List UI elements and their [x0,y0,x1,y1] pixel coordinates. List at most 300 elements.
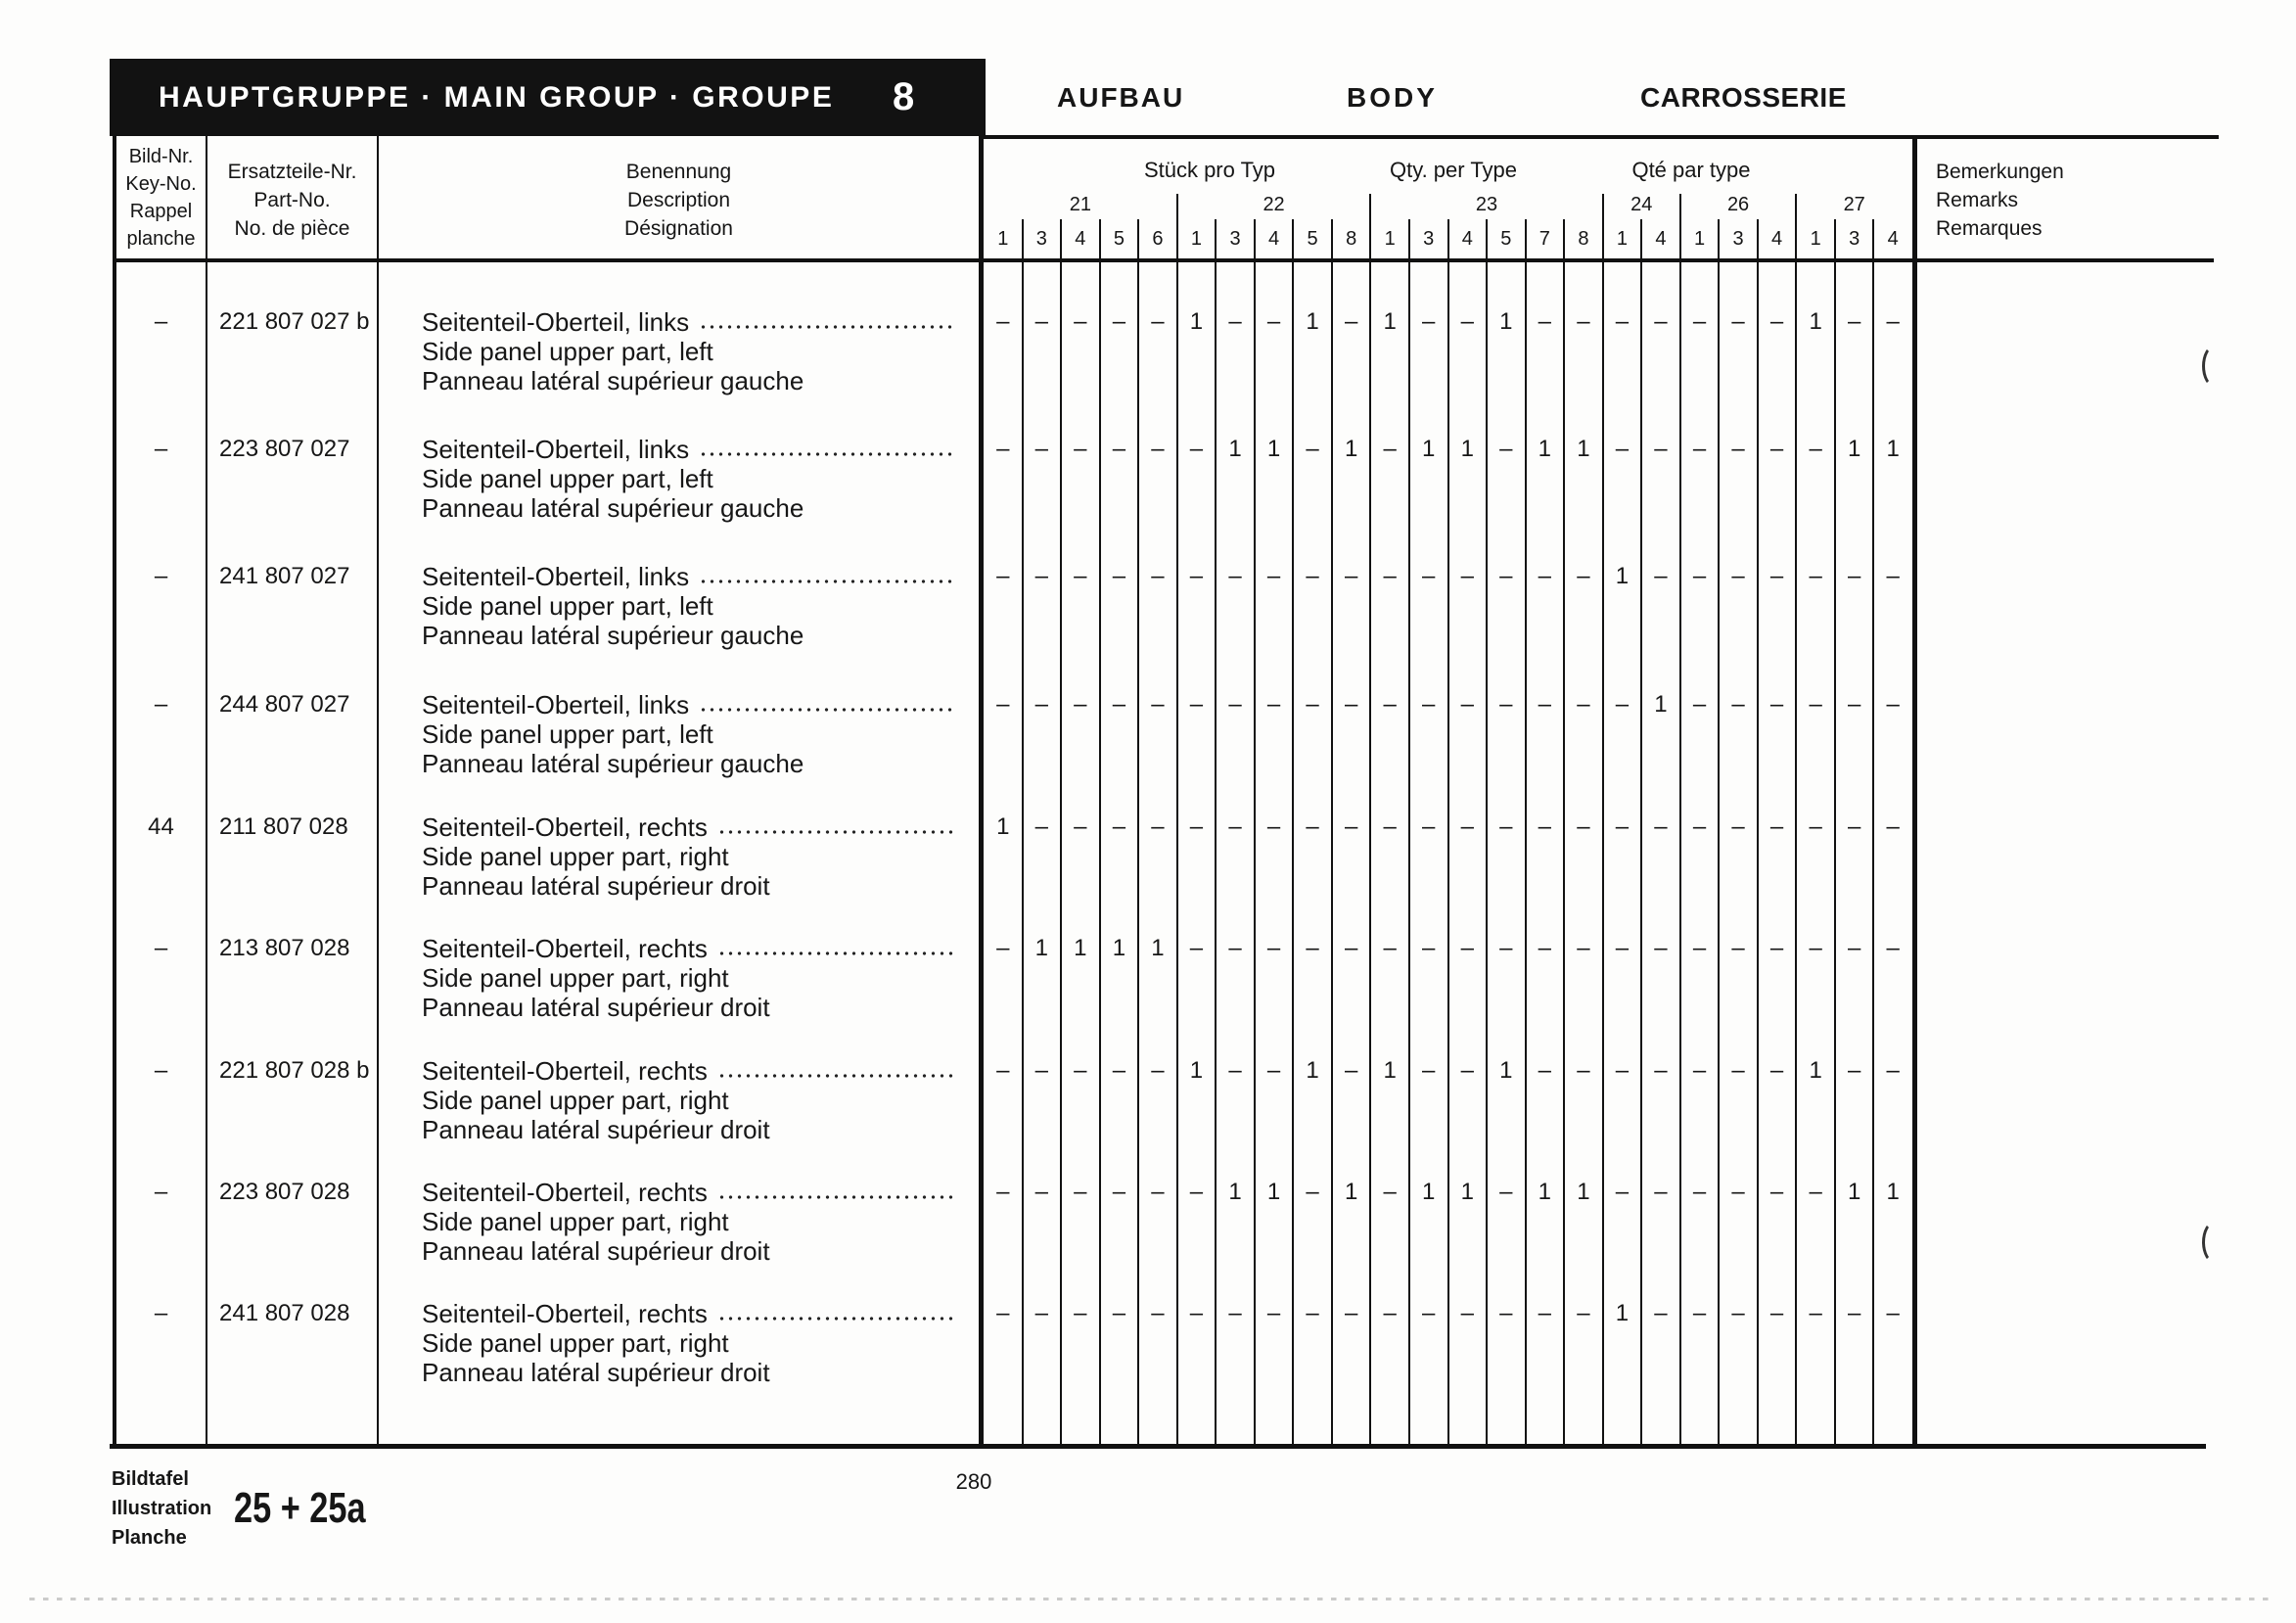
qty-cell: – [1383,563,1397,589]
qty-cell: – [1654,935,1668,961]
part-description [422,1299,955,1387]
qty-cell: – [1151,1300,1165,1326]
qty-cell: – [1460,563,1474,589]
qty-cell: 1 [1344,436,1358,462]
punch-hole-mark [2202,345,2227,388]
qty-cell: – [1731,813,1745,840]
key-column-divider [206,136,207,1446]
qty-cell: 1 [1151,935,1165,961]
qty-cell: – [1731,691,1745,718]
plate-label-fr: Planche [112,1527,187,1549]
type-variant-label: 1 [997,228,1009,250]
part-column-divider [377,136,379,1446]
qty-cell: – [1344,1057,1358,1084]
qty-cell: – [1344,563,1358,589]
qty-cell: – [1189,813,1204,840]
qty-cell: – [1847,813,1861,840]
dot-leader [699,452,955,456]
dot-leader [699,580,955,583]
part-description [422,690,955,778]
qty-cell: – [1577,935,1590,961]
description-en: Side panel upper part, right [422,1207,729,1236]
description-header-line: Description [626,189,731,211]
qty-cell: – [1692,563,1707,589]
qty-cell: – [1074,813,1087,840]
part-number-header [207,158,377,243]
qty-cell: – [1499,935,1513,961]
dot-leader [717,1317,955,1321]
qty-cell: – [1769,1057,1784,1084]
qty-cell: – [1344,935,1358,961]
qty-cell: – [1228,813,1242,840]
type-group-label: 27 [1843,194,1865,215]
qty-cell: – [1886,1057,1900,1084]
qty-cell: – [1538,813,1552,840]
qty-cell: – [1034,1179,1048,1205]
part-number: 223 807 028 [219,1179,350,1205]
qty-cell: – [1189,436,1204,462]
description-de-line [422,934,955,963]
key-number: – [154,1179,168,1205]
type-group-label: 22 [1263,194,1285,215]
qty-cell: – [996,1179,1010,1205]
description-de-line [422,562,955,591]
type-variant-label: 1 [1693,228,1706,250]
qty-cell: 1 [1383,308,1397,335]
qty-cell: – [1769,308,1784,335]
qty-cell: – [1731,1057,1745,1084]
qty-cell: – [1306,1300,1319,1326]
key-header-line: planche [126,228,196,250]
type-group-label: 23 [1475,194,1498,215]
main-group-label: HAUPTGRUPPE · MAIN GROUP · GROUPE [159,81,835,114]
qty-cell: – [1460,935,1474,961]
qty-cell: – [1422,308,1436,335]
qty-cell: – [1112,1179,1126,1205]
qty-cell: 1 [1189,1057,1204,1084]
qty-cell: – [1228,691,1242,718]
dot-leader [717,1195,955,1199]
qty-cell: 1 [1306,1057,1319,1084]
qty-cell: – [1034,436,1048,462]
qty-cell: – [1151,436,1165,462]
qty-cell: – [1615,935,1630,961]
type-group-label: 26 [1726,194,1750,215]
qty-cell: – [1499,1300,1513,1326]
qty-cell: – [1692,1300,1707,1326]
qty-cell: – [996,563,1010,589]
section-title-en: BODY [1347,82,1438,113]
qty-cell: 1 [1538,436,1552,462]
qty-cell: – [1034,1057,1048,1084]
qty-cell: – [1809,1300,1822,1326]
qty-cell: – [1809,563,1822,589]
qty-cell: – [1731,1179,1745,1205]
qty-cell: – [1383,691,1397,718]
qty-cell: – [1654,813,1668,840]
type-variant-label: 3 [1035,228,1047,250]
plate-label-de: Bildtafel [112,1468,189,1490]
qty-cell: – [996,436,1010,462]
key-header-line: Key-No. [125,173,197,195]
part-header-line: Ersatzteile-Nr. [227,161,357,183]
qty-cell: – [1809,691,1822,718]
illustration-plate-label [112,1464,211,1553]
key-number: – [154,691,168,718]
qty-cell: – [1731,935,1745,961]
qty-cell: 1 [1189,308,1204,335]
qty-cell: – [1769,691,1784,718]
qty-cell: – [1306,436,1319,462]
qty-cell: – [996,691,1010,718]
qty-cell: 1 [1112,935,1126,961]
qty-cell: – [1538,691,1552,718]
dot-leader [699,325,955,329]
punch-hole-mark [2202,1221,2227,1264]
qty-cell: – [1306,813,1319,840]
qty-cell: 1 [1577,436,1590,462]
description-header-line: Désignation [624,217,733,240]
qty-cell: – [1074,436,1087,462]
qty-cell: 1 [1266,436,1281,462]
qty-cell: 1 [1538,1179,1552,1205]
qty-cell: – [1654,1179,1668,1205]
remarks-header-line: Bemerkungen [1936,161,2064,183]
qty-cell: – [1577,563,1590,589]
qty-cell: – [1151,563,1165,589]
qty-cell: 1 [1266,1179,1281,1205]
qty-cell: – [1847,563,1861,589]
part-number: 221 807 028 b [219,1057,370,1084]
type-variant-label: 1 [1190,228,1203,250]
description-fr: Panneau latéral supérieur gauche [422,366,804,395]
qty-cell: – [1769,436,1784,462]
qty-cell: – [1266,1057,1281,1084]
qty-cell: – [1151,1057,1165,1084]
type-group-label: 24 [1630,194,1653,215]
qty-cell: 1 [1460,1179,1474,1205]
remarks-header-line: Remarques [1936,217,2043,240]
qty-cell: – [1809,813,1822,840]
qty-cell: 1 [1034,935,1048,961]
qty-cell: – [1615,308,1630,335]
qty-cell: – [1151,1179,1165,1205]
qty-cell: 1 [1344,1179,1358,1205]
qty-cell: 1 [1422,1179,1436,1205]
dot-leader [717,951,955,955]
description-de: Seitenteil-Oberteil, rechts [422,812,708,842]
part-description [422,934,955,1022]
qty-cell: – [1112,308,1126,335]
qty-cell: – [1112,1057,1126,1084]
qty-cell: – [1692,691,1707,718]
qty-cell: – [1769,1179,1784,1205]
plate-label-en: Illustration [112,1498,212,1519]
qty-cell: – [1847,691,1861,718]
part-number: 221 807 027 b [219,308,370,335]
description-fr: Panneau latéral supérieur droit [422,993,770,1022]
description-fr: Panneau latéral supérieur gauche [422,493,804,523]
qty-cell: – [1112,813,1126,840]
qty-cell: – [1499,1179,1513,1205]
qty-cell: – [1112,563,1126,589]
qty-cell: – [1538,1300,1552,1326]
description-en: Side panel upper part, right [422,963,729,993]
key-header-line: Rappel [129,201,193,222]
key-number: – [154,935,168,961]
qty-cell: – [1189,1300,1204,1326]
qty-cell: – [1228,563,1242,589]
qty-cell: – [1731,436,1745,462]
qty-cell: – [1809,935,1822,961]
qty-cell: – [1731,308,1745,335]
qty-cell: – [1344,308,1358,335]
qty-cell: – [1306,691,1319,718]
qty-cell: 1 [1499,1057,1513,1084]
qty-cell: – [1266,691,1281,718]
qty-cell: – [1886,935,1900,961]
type-variant-label: 3 [1229,228,1241,250]
description-de: Seitenteil-Oberteil, links [422,562,690,591]
qty-cell: – [1654,308,1668,335]
dot-leader [717,830,955,834]
qty-cell: 1 [1809,308,1822,335]
type-group-label: 21 [1069,194,1091,215]
remarks-header [1936,158,2064,243]
qty-cell: – [1383,813,1397,840]
qty-cell: – [1538,563,1552,589]
qty-cell: – [1034,813,1048,840]
qty-header-de: Stück pro Typ [1143,158,1276,182]
qty-cell: – [1615,436,1630,462]
dot-leader [717,1074,955,1078]
qty-cell: – [1422,691,1436,718]
description-de: Seitenteil-Oberteil, links [422,307,690,337]
qty-cell: – [1538,308,1552,335]
scan-edge-noise [29,1598,2271,1600]
qty-cell: – [996,308,1010,335]
qty-cell: – [1266,813,1281,840]
qty-cell: – [1692,935,1707,961]
qty-cell: – [1692,1179,1707,1205]
qty-cell: – [1654,1057,1668,1084]
qty-cell: – [1615,813,1630,840]
part-description [422,1178,955,1266]
qty-cell: 1 [1615,563,1630,589]
qty-cell: – [1422,813,1436,840]
header-top-rule [979,135,2219,139]
part-header-line: No. de pièce [234,217,350,240]
qty-cell: – [1151,308,1165,335]
qty-cell: – [1306,935,1319,961]
qty-cell: – [1615,1057,1630,1084]
description-en: Side panel upper part, right [422,842,729,871]
type-variant-label: 1 [1384,228,1396,250]
qty-cell: – [1769,935,1784,961]
type-variant-label: 1 [1810,228,1821,250]
main-group-banner [110,59,986,136]
part-description [422,812,955,901]
qty-cell: 1 [1499,308,1513,335]
main-group-number: 8 [893,75,915,118]
qty-cell: – [1886,691,1900,718]
qty-cell: – [1074,1179,1087,1205]
qty-cell: – [1577,691,1590,718]
qty-cell: – [1228,1057,1242,1084]
section-title-de: AUFBAU [1057,82,1185,113]
qty-cell: – [1383,1300,1397,1326]
qty-cell: 1 [1847,436,1861,462]
type-variant-label: 5 [1307,228,1318,250]
description-de-line [422,307,955,337]
qty-cell: 1 [1654,691,1668,718]
description-de: Seitenteil-Oberteil, rechts [422,934,708,963]
qty-cell: – [1112,691,1126,718]
description-en: Side panel upper part, left [422,719,713,749]
qty-cell: – [1228,935,1242,961]
qty-cell: 1 [1847,1179,1861,1205]
qty-cell: – [1615,691,1630,718]
table-bottom-rule [110,1444,2206,1449]
description-fr: Panneau latéral supérieur droit [422,871,770,901]
qty-cell: – [1460,308,1474,335]
qty-cell: – [1034,1300,1048,1326]
description-header-line: Benennung [625,161,732,183]
qty-cell: – [1306,563,1319,589]
qty-cell: – [996,935,1010,961]
qty-cell: – [1074,563,1087,589]
qty-cell: 1 [1383,1057,1397,1084]
qty-header-en: Qty. per Type [1389,158,1518,182]
qty-cell: – [1847,935,1861,961]
qty-cell: 1 [1306,308,1319,335]
description-header [379,158,979,243]
description-de-line [422,1178,955,1207]
qty-cell: – [1074,1057,1087,1084]
part-header-line: Part-No. [253,189,331,211]
qty-cell: – [1499,691,1513,718]
qty-cell: – [1769,813,1784,840]
qty-cell: – [1112,436,1126,462]
qty-cell: – [1692,813,1707,840]
qty-cell: – [1151,813,1165,840]
description-en: Side panel upper part, left [422,464,713,493]
remarks-column-divider [1912,136,1917,1446]
description-de-line [422,1056,955,1086]
qty-cell: – [1344,813,1358,840]
type-variant-label: 4 [1771,228,1783,250]
qty-cell: – [1577,1057,1590,1084]
type-variant-label: 5 [1113,228,1125,250]
qty-cell: – [1577,1300,1590,1326]
qty-cell: – [1499,813,1513,840]
qty-cell: 1 [996,813,1010,840]
key-header-line: Bild-Nr. [128,146,194,167]
qty-cell: – [1692,308,1707,335]
qty-cell: 1 [1615,1300,1630,1326]
part-description [422,307,955,395]
description-fr: Panneau latéral supérieur droit [422,1115,770,1144]
qty-cell: – [1422,1300,1436,1326]
qty-cell: 1 [1228,436,1242,462]
qty-cell: – [1460,1057,1474,1084]
qty-cell: – [1189,691,1204,718]
key-number: – [154,436,168,462]
qty-cell: – [1266,1300,1281,1326]
qty-cell: 1 [1460,436,1474,462]
description-en: Side panel upper part, right [422,1086,729,1115]
qty-cell: – [1847,308,1861,335]
type-variant-label: 3 [1423,228,1435,250]
qty-cell: – [1654,1300,1668,1326]
part-number: 213 807 028 [219,935,350,961]
qty-cell: – [1306,1179,1319,1205]
part-description [422,435,955,523]
description-de: Seitenteil-Oberteil, links [422,435,690,464]
type-variant-label: 8 [1578,228,1589,250]
key-number: – [154,1300,168,1326]
qty-cell: – [1034,308,1048,335]
key-number: – [154,308,168,335]
qty-cell: – [1228,1300,1242,1326]
part-description [422,1056,955,1144]
qty-cell: – [1577,308,1590,335]
type-variant-label: 7 [1538,228,1550,250]
qty-cell: – [996,1300,1010,1326]
qty-cell: – [1112,1300,1126,1326]
part-number: 223 807 027 [219,436,350,462]
qty-cell: – [1692,1057,1707,1084]
type-variant-label: 5 [1500,228,1512,250]
qty-cell: – [1886,1300,1900,1326]
description-de-line [422,1299,955,1328]
qty-cell: – [996,1057,1010,1084]
qty-cell: – [1383,436,1397,462]
description-de: Seitenteil-Oberteil, rechts [422,1178,708,1207]
type-variant-label: 3 [1732,228,1744,250]
qty-cell: 1 [1577,1179,1590,1205]
qty-cell: 1 [1074,935,1087,961]
description-fr: Panneau latéral supérieur droit [422,1236,770,1266]
description-de-line [422,812,955,842]
qty-cell: – [1422,935,1436,961]
qty-cell: – [1499,563,1513,589]
qty-cell: – [1034,563,1048,589]
description-en: Side panel upper part, left [422,337,713,366]
type-variant-label: 4 [1887,228,1899,250]
qty-cell: 1 [1886,1179,1900,1205]
qty-cell: – [1769,1300,1784,1326]
qty-cell: – [1383,1179,1397,1205]
qty-cell: – [1809,436,1822,462]
qty-cell: – [1189,563,1204,589]
qty-cell: – [1731,563,1745,589]
section-title-fr: CARROSSERIE [1640,82,1847,113]
type-variant-label: 8 [1346,228,1357,250]
key-number-header [116,143,206,253]
qty-cell: – [1654,563,1668,589]
description-de: Seitenteil-Oberteil, rechts [422,1056,708,1086]
qty-cell: – [1151,691,1165,718]
qty-cell: – [1577,813,1590,840]
qty-cell: – [1266,563,1281,589]
qty-cell: – [1731,1300,1745,1326]
qty-cell: – [1654,436,1668,462]
qty-header-fr: Qté par type [1631,158,1751,182]
type-variant-label: 4 [1655,228,1667,250]
part-number: 241 807 028 [219,1300,350,1326]
description-fr: Panneau latéral supérieur gauche [422,621,804,650]
